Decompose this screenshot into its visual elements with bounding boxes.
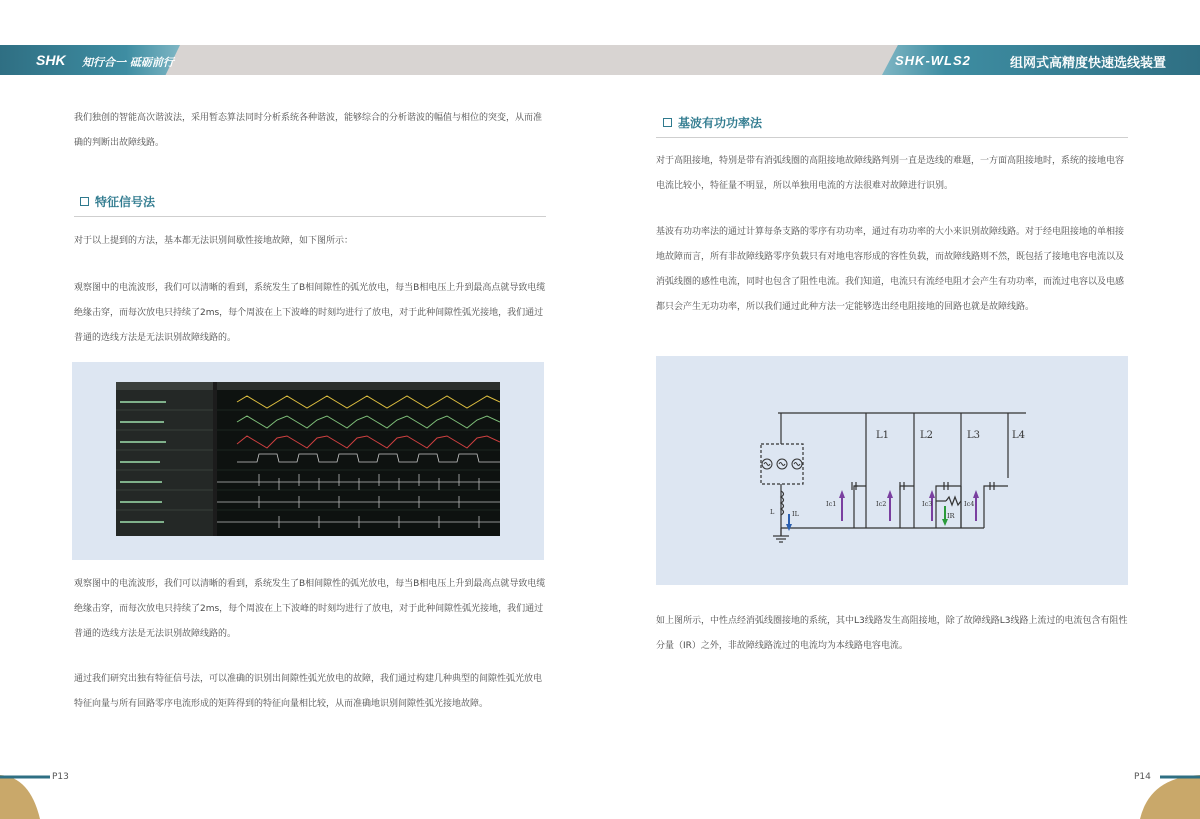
paragraph-3: 观察图中的电流波形，我们可以清晰的看到，系统发生了B相间隙性的弧光放电，每当B相电压上升到最高点就导致电缆绝缘击穿，而每次放电只持续了2ms，每个周波在上下波峰的时刻均进行了放电，对于此种间隙性弧光接地，我们通过普通的选线方法是无法识别故障线路的。 [74, 579, 546, 639]
oscilloscope-screenshot [116, 382, 500, 536]
brand-logo: SHK [36, 52, 66, 68]
paragraph-right-2: 基波有功功率法的通过计算每条支路的零序有功功率，通过有功功率的大小来识别故障线路。对于经电阻接地的单相接地故障而言，所有非故障线路零序负载只有对地电容形成的容性负载，而故障线路则不然，既包括了接地电容电流以及消弧线圈的感性电流，同时也包含了阻性电流。我们知道，电流只有流经电阻才会产生有功功率，而流过电容以及电感都只会产生无功功率，所以我们通过此种方法一定能够选出经电阻接地的回路也就是故障线路。 [656, 227, 1125, 312]
coil-current: IL [792, 510, 799, 518]
channel-rows [116, 382, 213, 536]
section-title-feature-signal: 特征信号法 [80, 193, 155, 210]
corner-decoration-left [0, 765, 50, 819]
coil-label: L [770, 508, 775, 516]
section-rule [74, 216, 546, 217]
intro-paragraph: 我们独创的智能高次谐波法，采用暂态算法同时分析系统各种谐波，能够综合的分析谐波的幅值与相位的突变，从而准确的判断出故障线路。 [74, 113, 543, 148]
line-label-l1: L1 [876, 430, 890, 441]
product-code: SHK-WLS2 [895, 53, 971, 68]
product-name: 组网式高精度快速选线装置 [1010, 56, 1167, 71]
cap-current-1: Ic1 [826, 500, 837, 508]
paragraph-4: 通过我们研究出独有特征信号法，可以准确的识别出间隙性弧光放电的故障，我们通过构建几种典型的间隙性弧光放电特征向量与所有回路零序电流形成的矩阵得到的特征向量相比较，从而准确地识别间隙性弧光接地故障。 [74, 674, 543, 709]
paragraph-right-3: 如上图所示，中性点经消弧线圈接地的系统，其中L3线路发生高阻接地，除了故障线路L3线路上流过的电流包含有阻性分量（IR）之外，非故障线路流过的电流均为本线路电容电流。 [656, 616, 1128, 651]
paragraph-2: 观察图中的电流波形，我们可以清晰的看到，系统发生了B相间隙性的弧光放电，每当B相电压上升到最高点就导致电缆绝缘击穿，而每次放电只持续了2ms，每个周波在上下波峰的时刻均进行了放电，对于此种间隙性弧光接地，我们通过普通的选线方法是无法识别故障线路的。 [74, 283, 546, 343]
channel-list-panel [116, 382, 213, 536]
cap-current-3: Ic3 [922, 500, 933, 508]
cap-current-4: Ic4 [964, 500, 975, 508]
title-bullet-icon [663, 118, 672, 127]
circuit-diagram [656, 356, 1128, 585]
waveform-traces [217, 382, 500, 536]
page-number-left: P13 [52, 772, 69, 782]
cap-current-2: Ic2 [876, 500, 887, 508]
brand-slogan: 知行合一 砥砺前行 [82, 56, 174, 69]
section-rule-right [656, 137, 1128, 138]
page-number-right: P14 [1134, 772, 1151, 782]
line-label-l3: L3 [967, 430, 981, 441]
line-label-l2: L2 [920, 430, 934, 441]
title-bullet-icon [80, 197, 89, 206]
resistor-current: IR [947, 512, 955, 520]
paragraph-1: 对于以上提到的方法，基本都无法识别间歇性接地故障，如下图所示： [74, 236, 354, 246]
paragraph-right-1: 对于高阻接地，特别是带有消弧线圈的高阻接地故障线路判别一直是选线的难题，一方面高阻接地时，系统的接地电容电流比较小，特征量不明显，所以单独用电流的方法很难对故障进行识别。 [656, 156, 1125, 191]
section-title-active-power: 基波有功功率法 [663, 114, 762, 131]
top-margin [0, 0, 1200, 45]
waveform-panel [217, 382, 500, 536]
line-label-l4: L4 [1012, 430, 1026, 441]
